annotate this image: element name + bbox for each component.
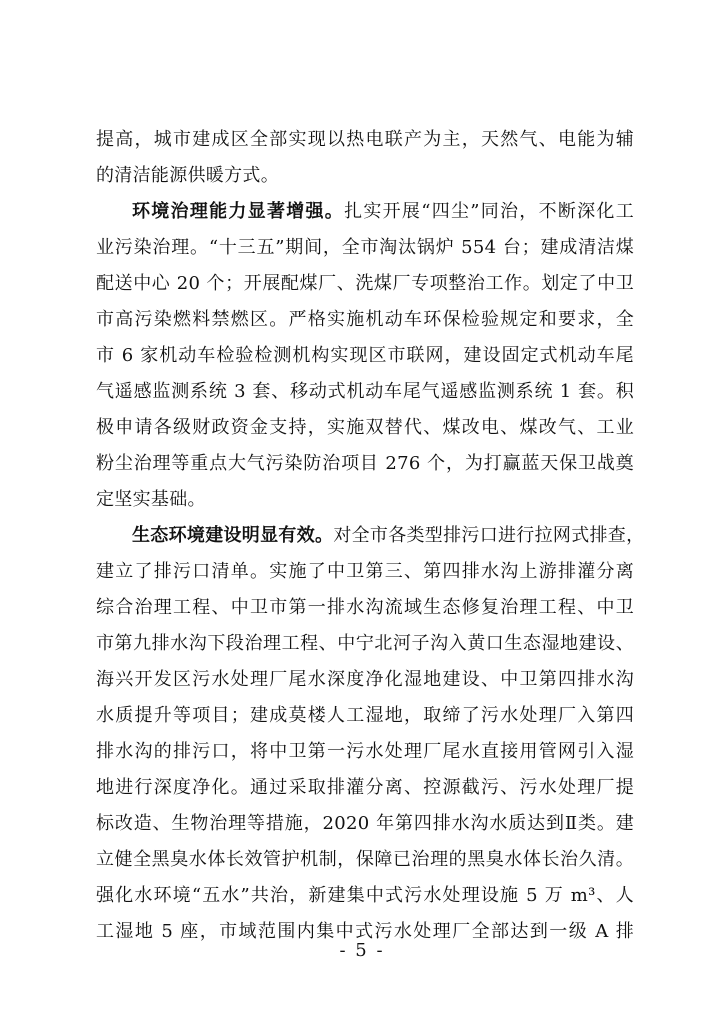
text-line: 极申请各级财政资金支持，实施双替代、煤改电、煤改气、工业 — [96, 417, 634, 438]
text-line: 海兴开发区污水处理厂尾水深度净化湿地建设、中卫第四排水沟 — [96, 669, 634, 690]
text-span: 扎实开展“四尘”同治，不断深化工 — [344, 201, 634, 222]
text-line: 水质提升等项目；建成莫楼人工湿地，取缔了污水处理厂入第四 — [96, 705, 634, 726]
text-line: 粉尘治理等重点大气污染防治项目 276 个，为打赢蓝天保卫战奠 — [96, 453, 634, 474]
text-line: 配送中心 20 个；开展配煤厂、洗煤厂专项整治工作。划定了中卫 — [96, 273, 634, 294]
text-line: 综合治理工程、中卫市第一排水沟流域生态修复治理工程、中卫 — [96, 597, 634, 618]
text-line: 市第九排水沟下段治理工程、中宁北河子沟入黄口生态湿地建设、 — [96, 633, 634, 654]
text-line: 建立了排污口清单。实施了中卫第三、第四排水沟上游排灌分离 — [96, 561, 634, 582]
text-line — [96, 518, 645, 554]
text-line: 市高污染燃料禁燃区。严格实施机动车环保检验规定和要求，全 — [96, 309, 634, 330]
text-line: 的清洁能源供暖方式。 — [96, 165, 279, 186]
text-line: 强化水环境“五水”共治，新建集中式污水处理设施 5 万 m³、人 — [96, 885, 634, 906]
paragraph-ecology — [96, 518, 645, 950]
text-line: 工湿地 5 座，市域范围内集中式污水处理厂全部达到一级 A 排 — [96, 921, 634, 942]
text-line: 地进行深度净化。通过采取排灌分离、控源截污、污水处理厂提 — [96, 777, 634, 798]
text-line: 排水沟的排污口，将中卫第一污水处理厂尾水直接用管网引入湿 — [96, 741, 634, 762]
document-body — [96, 122, 645, 950]
text-line: 市 6 家机动车检验检测机构实现区市联网，建设固定式机动车尾 — [96, 345, 634, 366]
paragraph-heading: 环境治理能力显著增强。 — [132, 201, 345, 222]
paragraph-heading: 生态环境建设明显有效。 — [132, 525, 334, 546]
text-line — [96, 194, 634, 230]
text-line: 业污染治理。“十三五”期间，全市淘汰锅炉 554 台；建成清洁煤 — [96, 237, 634, 258]
paragraph-governance — [96, 194, 634, 518]
text-span: 对全市各类型排污口进行拉网式排查， — [333, 525, 645, 546]
text-line: 提高，城市建成区全部实现以热电联产为主，天然气、电能为辅 — [96, 129, 634, 150]
page-number: - 5 - — [339, 940, 385, 961]
text-line: 立健全黑臭水体长效管护机制，保障已治理的黑臭水体长治久清。 — [96, 849, 634, 870]
paragraph-heating — [96, 122, 634, 194]
text-line: 气遥感监测系统 3 套、移动式机动车尾气遥感监测系统 1 套。积 — [96, 381, 634, 402]
text-line: 标改造、生物治理等措施，2020 年第四排水沟水质达到Ⅱ类。建 — [96, 813, 634, 834]
text-line: 定坚实基础。 — [96, 489, 206, 510]
